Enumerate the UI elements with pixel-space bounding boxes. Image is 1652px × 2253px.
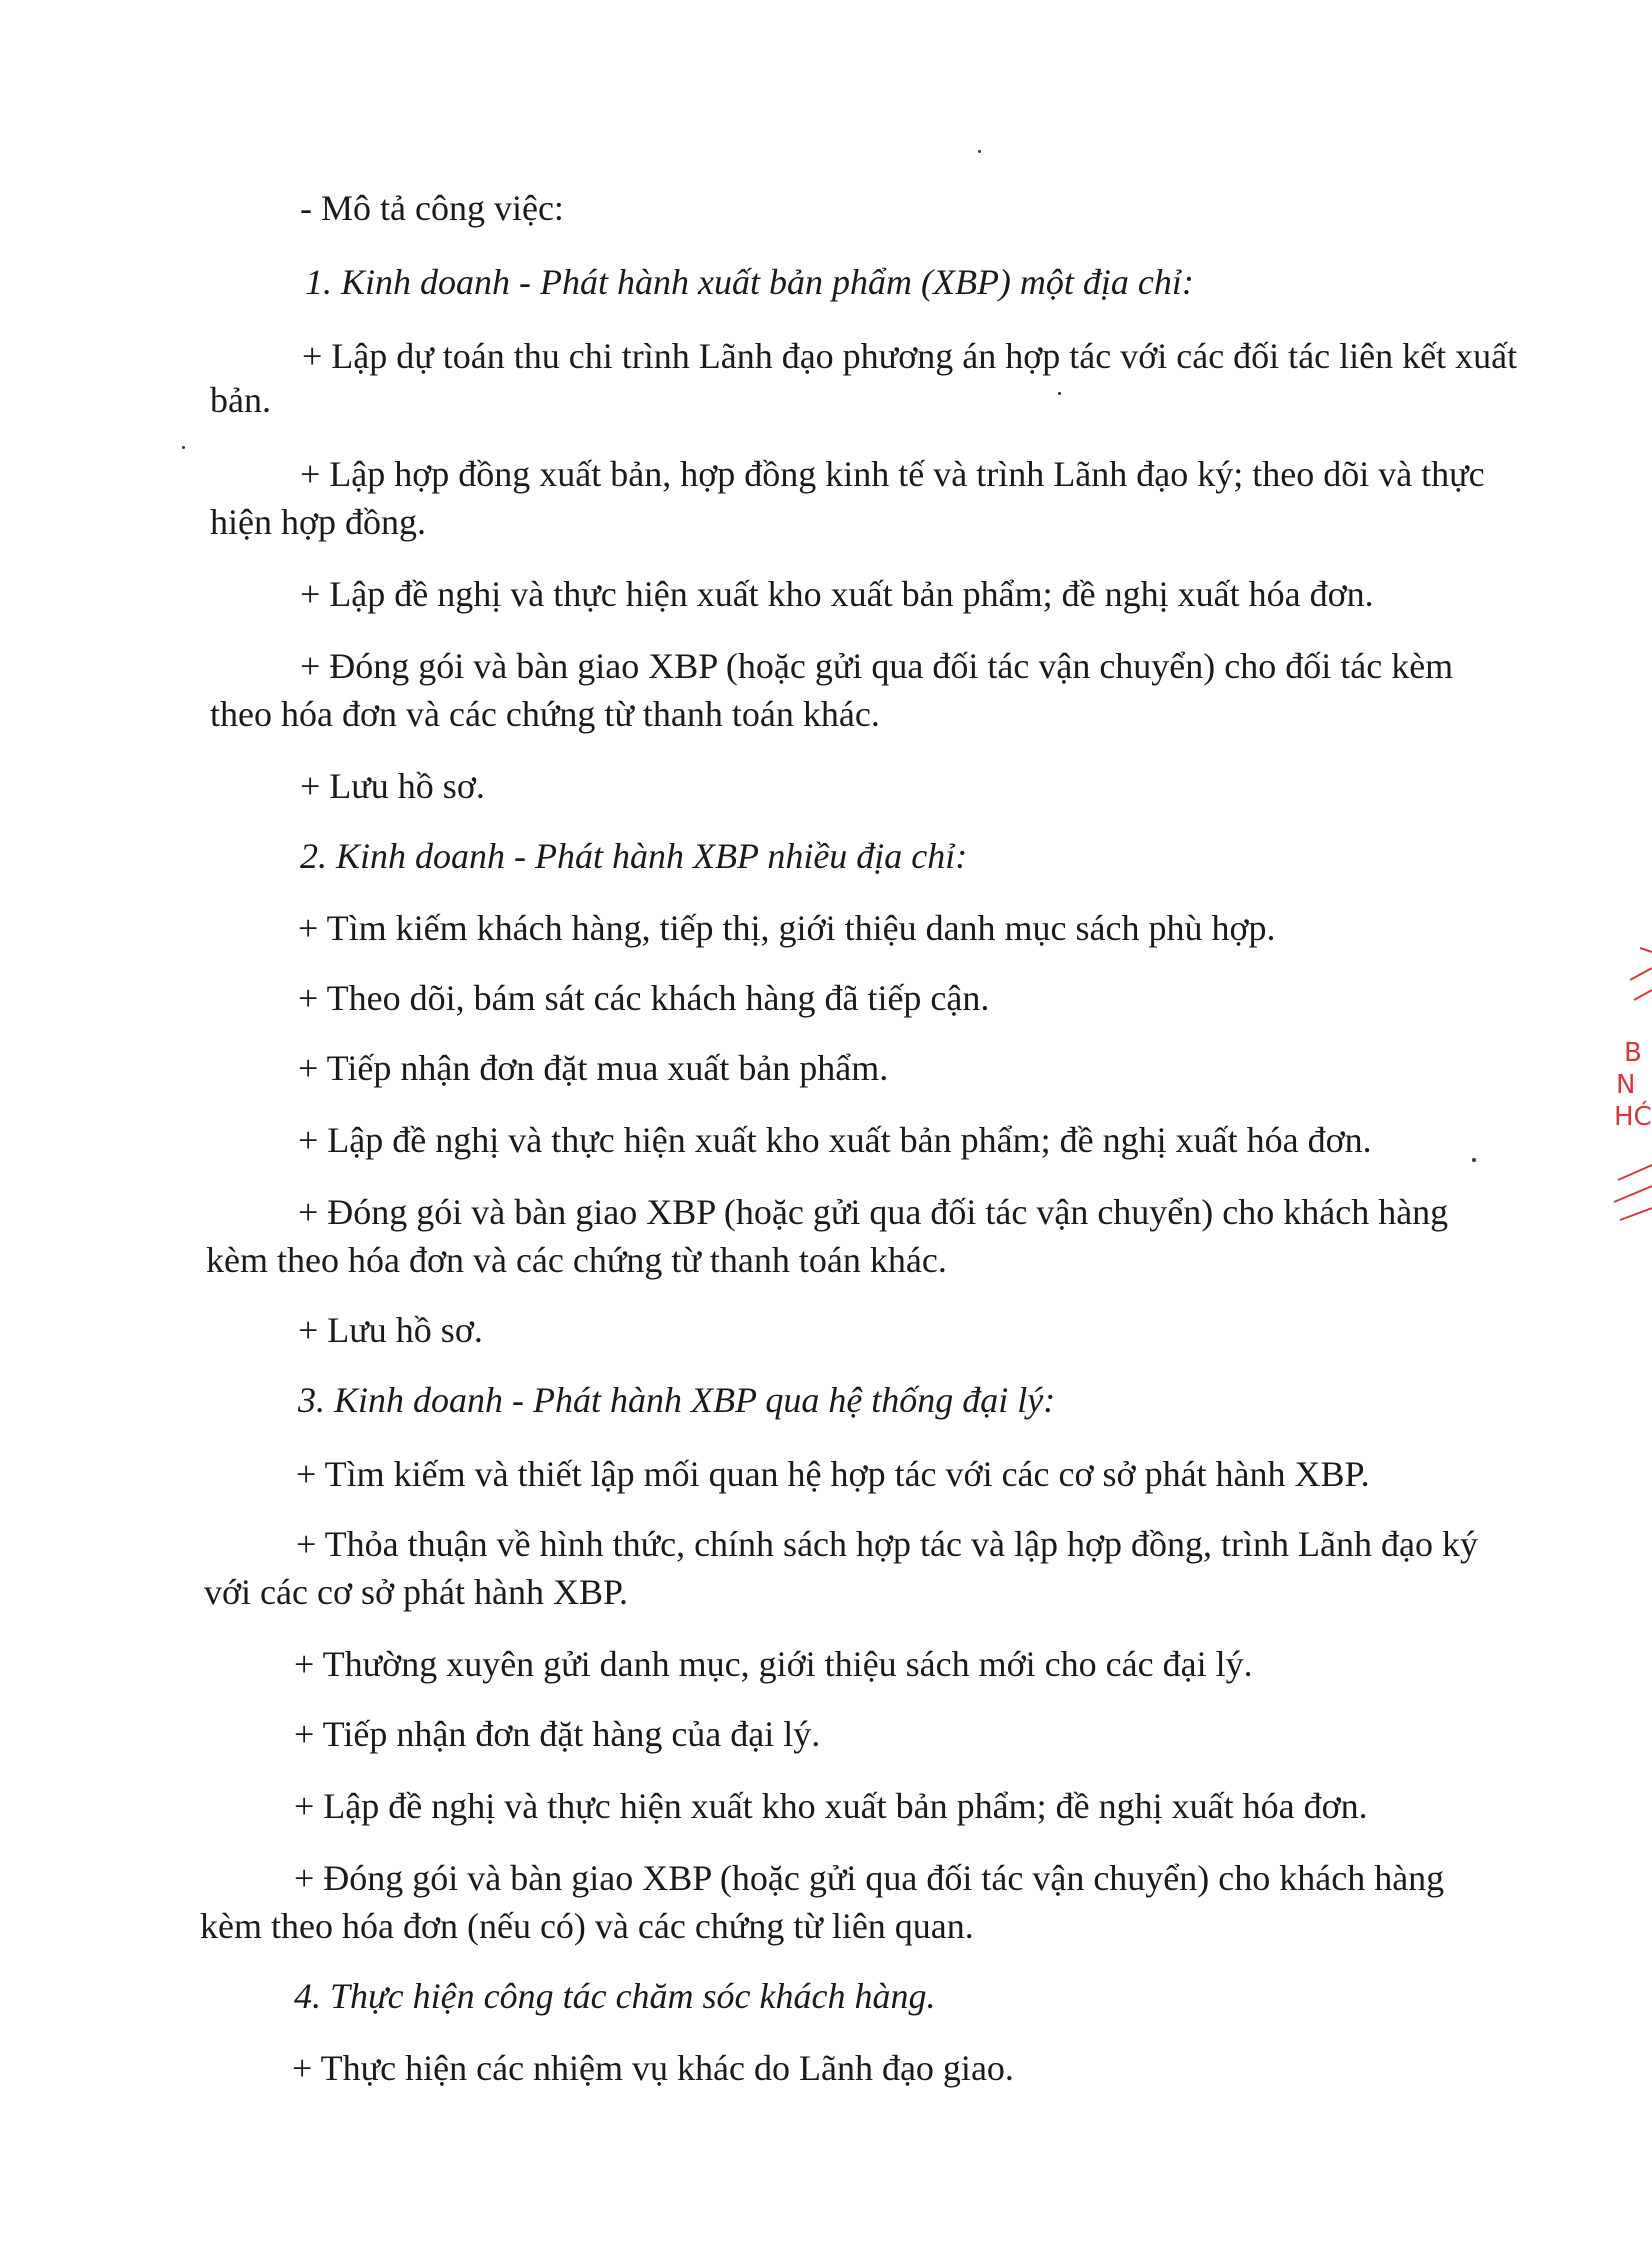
job-description-heading: - Mô tả công việc: bbox=[300, 188, 564, 228]
red-stamp-fragment bbox=[1600, 940, 1652, 1240]
section-3-item-5: + Lập đề nghị và thực hiện xuất kho xuất bản phẩm; đề nghị xuất hóa đơn. bbox=[294, 1786, 1368, 1826]
stamp-text-1: B bbox=[1624, 1038, 1642, 1068]
section-1-item-2-line-1: + Lập hợp đồng xuất bản, hợp đồng kinh tế và trình Lãnh đạo ký; theo dõi và thực bbox=[300, 454, 1485, 494]
section-2-item-2: + Theo dõi, bám sát các khách hàng đã tiếp cận. bbox=[298, 978, 990, 1018]
section-3-item-3: + Thường xuyên gửi danh mục, giới thiệu sách mới cho các đại lý. bbox=[294, 1644, 1253, 1684]
section-1-item-4-line-2: theo hóa đơn và các chứng từ thanh toán khác. bbox=[210, 694, 880, 734]
stamp-text-2: N bbox=[1616, 1070, 1636, 1100]
section-3-item-6-line-1: + Đóng gói và bàn giao XBP (hoặc gửi qua đối tác vận chuyển) cho khách hàng bbox=[294, 1858, 1445, 1898]
section-2-item-4: + Lập đề nghị và thực hiện xuất kho xuất bản phẩm; đề nghị xuất hóa đơn. bbox=[298, 1120, 1372, 1160]
section-2-item-1: + Tìm kiếm khách hàng, tiếp thị, giới thiệu danh mục sách phù hợp. bbox=[298, 908, 1276, 948]
section-2-item-6: + Lưu hồ sơ. bbox=[298, 1310, 483, 1350]
section-4-title: 4. Thực hiện công tác chăm sóc khách hàng. bbox=[294, 1976, 936, 2016]
scan-speck bbox=[1058, 392, 1061, 395]
section-3-item-1: + Tìm kiếm và thiết lập mối quan hệ hợp tác với các cơ sở phát hành XBP. bbox=[296, 1454, 1370, 1494]
section-3-item-4: + Tiếp nhận đơn đặt hàng của đại lý. bbox=[294, 1714, 821, 1754]
section-1-item-5: + Lưu hồ sơ. bbox=[300, 766, 485, 806]
section-1-item-1-line-1: + Lập dự toán thu chi trình Lãnh đạo phương án hợp tác với các đối tác liên kết xuất bbox=[302, 336, 1518, 376]
stamp-text-3: HĆ bbox=[1614, 1102, 1652, 1132]
section-3-title: 3. Kinh doanh - Phát hành XBP qua hệ thống đại lý: bbox=[298, 1380, 1056, 1420]
section-3-item-2-line-1: + Thỏa thuận về hình thức, chính sách hợp tác và lập hợp đồng, trình Lãnh đạo ký bbox=[296, 1524, 1478, 1564]
section-2-item-5-line-1: + Đóng gói và bàn giao XBP (hoặc gửi qua đối tác vận chuyển) cho khách hàng bbox=[298, 1192, 1449, 1232]
section-1-item-2-line-2: hiện hợp đồng. bbox=[210, 502, 427, 542]
scan-speck bbox=[1472, 1158, 1476, 1162]
section-1-title: 1. Kinh doanh - Phát hành xuất bản phẩm (XBP) một địa chỉ: bbox=[305, 262, 1194, 302]
section-1-item-4-line-1: + Đóng gói và bàn giao XBP (hoặc gửi qua đối tác vận chuyển) cho đối tác kèm bbox=[300, 646, 1454, 686]
section-3-item-2-line-2: với các cơ sở phát hành XBP. bbox=[204, 1572, 629, 1612]
section-2-item-3: + Tiếp nhận đơn đặt mua xuất bản phẩm. bbox=[298, 1048, 889, 1088]
scan-speck bbox=[182, 446, 185, 449]
section-1-item-3: + Lập đề nghị và thực hiện xuất kho xuất bản phẩm; đề nghị xuất hóa đơn. bbox=[300, 574, 1374, 614]
section-4-item-1: + Thực hiện các nhiệm vụ khác do Lãnh đạo giao. bbox=[292, 2048, 1014, 2088]
section-3-item-6-line-2: kèm theo hóa đơn (nếu có) và các chứng từ liên quan. bbox=[200, 1906, 974, 1946]
scan-speck bbox=[978, 150, 981, 153]
section-1-item-1-line-2: bản. bbox=[210, 380, 271, 420]
section-2-item-5-line-2: kèm theo hóa đơn và các chứng từ thanh toán khác. bbox=[206, 1240, 947, 1280]
section-2-title: 2. Kinh doanh - Phát hành XBP nhiều địa chỉ: bbox=[300, 836, 968, 876]
